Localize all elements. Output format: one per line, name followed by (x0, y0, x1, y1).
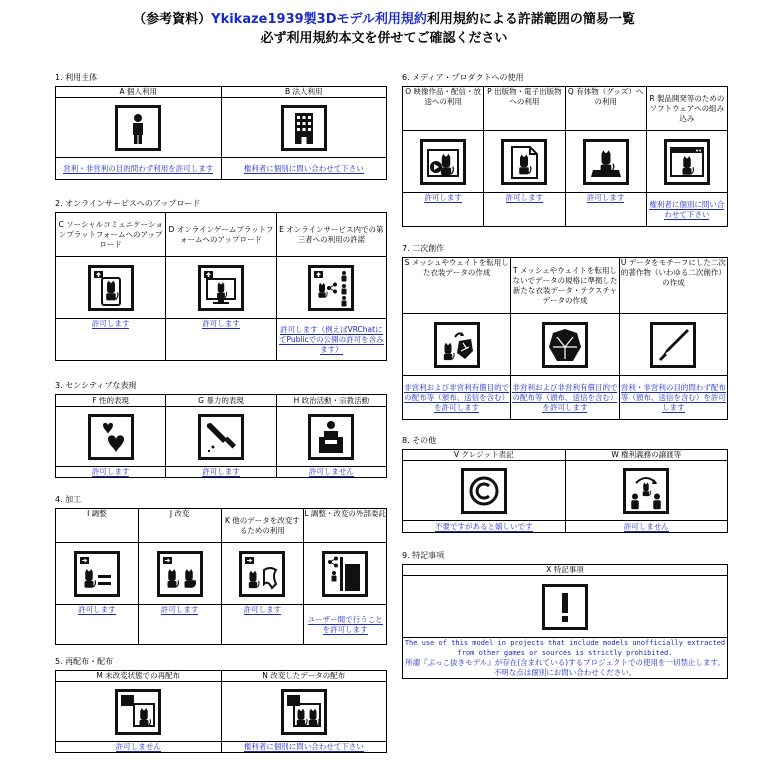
building-icon (281, 105, 327, 151)
section-title: 9. 特記事項 (402, 551, 445, 560)
mesh-transfer-icon (434, 322, 480, 368)
cell-icon-x (403, 576, 728, 638)
goods-icon (583, 139, 629, 185)
hearts-icon (88, 414, 134, 460)
media-products-table (402, 86, 728, 227)
header-b: B 法人利用 (221, 87, 387, 98)
title-prefix: （参考資料） (133, 12, 212, 27)
title-suffix: 利用規約による許諾範囲の簡易一覧 (426, 12, 635, 27)
cell-icon-m (56, 682, 222, 742)
usage-subject-table (55, 86, 387, 180)
note-english: The use of this model in projects that include models unofficially extracted from other games or sources is strictly prohibited. (404, 639, 726, 657)
header-e: E オンラインサービス内での第三者への利用の許諾 (276, 213, 386, 257)
knife-icon (198, 414, 244, 460)
section-title: 2. オンラインサービスへのアップロード (55, 199, 201, 208)
section-media-products (402, 72, 728, 227)
perm-i: 許可します (56, 605, 139, 645)
publication-icon (501, 139, 547, 185)
exclamation-icon (542, 584, 588, 630)
header-s: S メッシュやウェイトを転用した衣装データの作成 (403, 258, 511, 314)
perm-a: 営利・非営利の目的問わず利用を許可します (56, 158, 222, 180)
section-online-upload (55, 198, 387, 361)
special-notes-table (402, 564, 728, 679)
perm-b: 権利者に個別に問い合わせて下さい (221, 158, 387, 180)
header-x: X 特記事項 (403, 565, 728, 576)
section-title: 6. メディア・プロダクトへの使用 (402, 73, 524, 82)
title-model-link[interactable]: Ykikaze1939製3Dモデル利用規約 (211, 12, 427, 27)
cell-icon-d (166, 257, 276, 319)
header-d: D オンラインゲームプラットフォームへのアップロード (166, 213, 276, 257)
cell-icon-u (619, 314, 727, 376)
perm-n: 権利者に個別に問い合わせて下さい (221, 742, 387, 753)
cell-icon-r (646, 131, 727, 193)
cell-icon-j (138, 543, 221, 605)
perm-h: 許可しません (276, 467, 386, 478)
cell-icon-g (166, 407, 276, 467)
perm-d: 許可します (166, 319, 276, 361)
page-title (0, 10, 768, 48)
header-n: N 改変したデータの配布 (221, 671, 387, 682)
section-redistribution (55, 656, 387, 753)
cell-icon-i (56, 543, 139, 605)
perm-k: 許可します (221, 605, 304, 645)
perm-g: 許可します (166, 467, 276, 478)
share-users-icon (308, 265, 354, 311)
header-l: L 調整・改変の外部委託 (304, 509, 387, 543)
section-derivative-works (402, 243, 728, 420)
processing-table (55, 508, 387, 645)
distribute-modified-icon (281, 689, 327, 735)
header-g: G 暴力的表現 (166, 395, 276, 407)
cell-icon-v (403, 461, 566, 521)
perm-l: ユーザー間で行うことを許可します (304, 605, 387, 645)
header-p: P 出版物・電子出版物への利用 (484, 87, 565, 131)
section-sensitive-expression (55, 380, 387, 478)
section-processing (55, 494, 387, 645)
header-c: C ソーシャルコミュニケーションプラットフォームへのアップロード (56, 213, 166, 257)
online-upload-table (55, 212, 387, 361)
cell-icon-l (304, 543, 387, 605)
cell-icon-n (221, 682, 387, 742)
cell-icon-s (403, 314, 511, 376)
perm-s: 非営利および非営利有償目的での配布等（頒布、送信を含む）を許可します (403, 376, 511, 420)
copyright-icon (461, 468, 507, 514)
new-costume-icon (542, 322, 588, 368)
section-usage-subject (55, 72, 387, 180)
outsource-icon (322, 551, 368, 597)
cell-icon-t (511, 314, 619, 376)
cell-icon-a (56, 98, 222, 158)
adjust-icon (74, 551, 120, 597)
header-m: M 未改変状態での再配布 (56, 671, 222, 682)
note-japanese-2: 不明な点は個別にお問い合わせください。 (493, 668, 637, 677)
reuse-icon (239, 551, 285, 597)
header-v: V クレジット表記 (403, 450, 566, 461)
section-title: 4. 加工 (55, 495, 82, 504)
header-j: J 改変 (138, 509, 221, 543)
section-title: 3. センシティブな表現 (55, 381, 137, 390)
perm-q: 許可します (565, 193, 646, 227)
perm-u: 営利・非営利の目的問わず配布等（頒布、送信を含む）を許可します (619, 376, 727, 420)
podium-icon (308, 414, 354, 460)
title-subline: 必ず利用規約本文を併せてご確認ください (260, 31, 508, 46)
perm-j: 許可します (138, 605, 221, 645)
perm-w: 許可しません (565, 521, 728, 533)
perm-o: 許可します (403, 193, 484, 227)
header-t: T メッシュやウェイトを転用しないでデータの規格に準拠した新たな衣装データ・テクスチャデータの作成 (511, 258, 619, 314)
section-other (402, 435, 728, 533)
perm-e: 許可します（例えばVRChatにてPublicでの公開の許可を含みます） (276, 319, 386, 361)
section-title: 8. その他 (402, 436, 437, 445)
special-note (403, 638, 728, 679)
perm-m: 許可しません (56, 742, 222, 753)
transfer-icon (623, 468, 669, 514)
person-icon (115, 105, 161, 151)
section-special-notes (402, 550, 728, 679)
note-japanese-1: 所謂『ぶっこ抜きモデル』が存在(含まれている)するプロジェクトでの使用を一切禁止します。 (405, 658, 725, 667)
perm-c: 許可します (56, 319, 166, 361)
header-u: U データをモチーフにした二次的著作物（いわゆる二次創作）の作成 (619, 258, 727, 314)
perm-v: 不要ですがあると嬉しいです (403, 521, 566, 533)
cell-icon-e (276, 257, 386, 319)
header-r: R 製品開発等のためのソフトウェアへの組み込み (646, 87, 727, 131)
cell-icon-q (565, 131, 646, 193)
upload-monitor-icon (198, 265, 244, 311)
cell-icon-b (221, 98, 387, 158)
header-a: A 個人利用 (56, 87, 222, 98)
redistribute-icon (115, 689, 161, 735)
sensitive-expression-table (55, 394, 387, 478)
header-k: K 他のデータを改変するための利用 (221, 509, 304, 543)
perm-r: 権利者に個別に問い合わせて下さい (646, 193, 727, 227)
header-w: W 権利義務の譲渡等 (565, 450, 728, 461)
perm-t: 非営利および非営利有償目的での配布等（頒布、送信を含む）を許可します (511, 376, 619, 420)
video-icon (420, 139, 466, 185)
header-f: F 性的表現 (56, 395, 166, 407)
pen-icon (650, 322, 696, 368)
header-i: I 調整 (56, 509, 139, 543)
cell-icon-p (484, 131, 565, 193)
software-icon (664, 139, 710, 185)
cell-icon-c (56, 257, 166, 319)
section-title: 7. 二次創作 (402, 244, 445, 253)
section-title: 1. 利用主体 (55, 73, 98, 82)
perm-f: 許可します (56, 467, 166, 478)
cell-icon-k (221, 543, 304, 605)
cell-icon-f (56, 407, 166, 467)
derivative-works-table (402, 257, 728, 420)
modify-icon (157, 551, 203, 597)
upload-phone-icon (88, 265, 134, 311)
other-table (402, 449, 728, 533)
header-h: H 政治活動・宗教活動 (276, 395, 386, 407)
redistribution-table (55, 670, 387, 753)
header-q: Q 有体物（グッズ）への利用 (565, 87, 646, 131)
cell-icon-o (403, 131, 484, 193)
cell-icon-h (276, 407, 386, 467)
section-title: 5. 再配布・配布 (55, 657, 114, 666)
header-o: O 映像作品・配信・放送への利用 (403, 87, 484, 131)
perm-p: 許可します (484, 193, 565, 227)
cell-icon-w (565, 461, 728, 521)
